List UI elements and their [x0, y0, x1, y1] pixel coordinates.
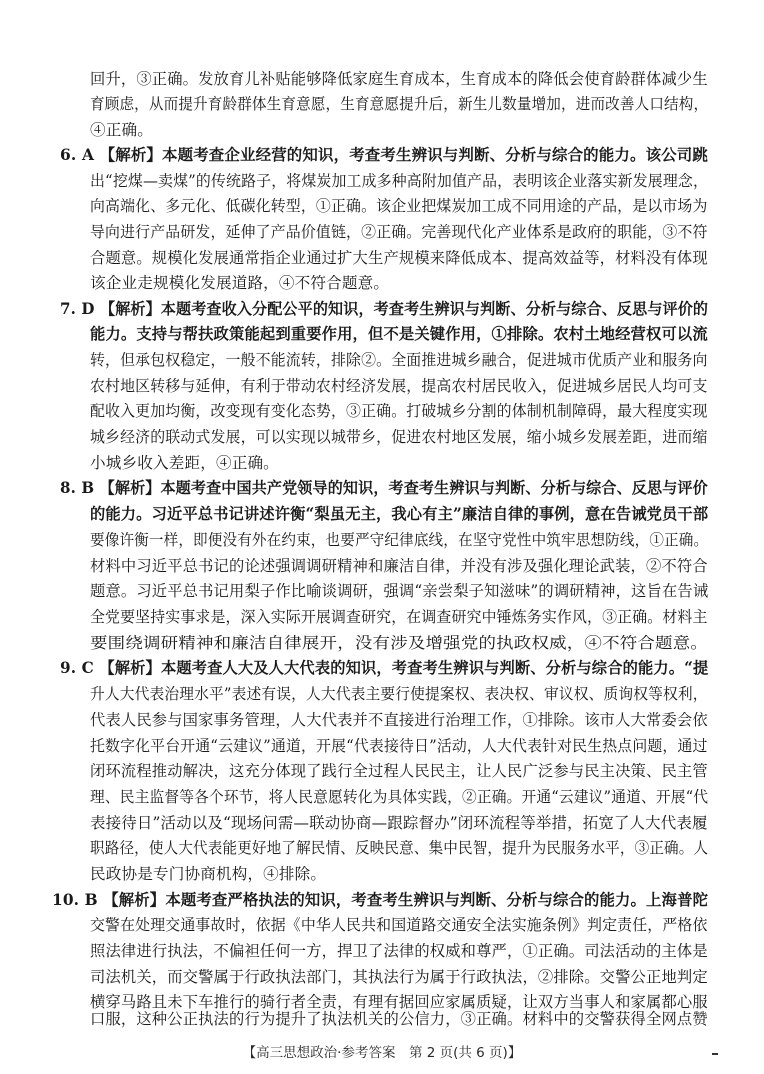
text-line: 闭环流程推动解决，这充分体现了践行全过程人民民主，让人民广泛参与民主决策、民主管: [90, 762, 708, 780]
text-line: 要像许衡一样，即便没有外在约束，也要严守纪律底线，在坚守党性中筑牢思想防线，①正确。: [90, 531, 709, 549]
text-line: 城乡经济的联动式发展，可以实现以城带乡，促进农村地区发展，缩小城乡发展差距，进而缩: [90, 428, 708, 446]
text-line: 题意。习近平总书记用梨子作比喻谈调研，强调“亲尝梨子知滋味”的调研精神，这旨在告诫: [90, 582, 709, 600]
text-line: 7. D 【解析】本题考查收入分配公平的知识，考查考生辨识与判断、分析与综合、反思与评价的: [60, 299, 709, 318]
text-line: 该企业走规模化发展道路，④不符合题意。: [90, 274, 390, 292]
text-line: 8. B 【解析】本题考查中国共产党领导的知识，考查考生辨识与判断、分析与综合、反思与评价: [60, 478, 708, 497]
footer-mark: [712, 1053, 718, 1055]
text-line: 表接待日”活动以及“现场问需—联动协商—跟踪督办”闭环流程等举措，拓宽了人大代表履: [90, 814, 708, 832]
text-line: 托数字化平台开通“云建议”通道，开展“代表接待日”活动，人大代表针对民生热点问题，通过: [90, 737, 708, 755]
text-line: 出“挖煤—卖煤”的传统路子，将煤炭加工成多种高附加值产品，表明该企业落实新发展理念，: [90, 172, 709, 190]
text-line: 横穿马路且未下车推行的骑行者全责，有理有据回应家属质疑，让双方当事人和家属都心服: [90, 993, 708, 1011]
text-line: 育顾虑，从而提升育龄群体生育意愿，生育意愿提升后，新生儿数量增加，进而改善人口结构，: [90, 95, 709, 113]
text-line: 配收入更加均衡，改变现有变化态势，③正确。打破城乡分割的体制机制障碍，最大程度实现: [90, 402, 708, 420]
text-line: 导向进行产品研发，延伸了产品价值链，②正确。完善现代化产业体系是政府的职能，③不符: [90, 223, 708, 241]
text-line: 9. C 【解析】本题考查人大及人大代表的知识，考查考生辨识与判断、分析与综合的能力。“提: [60, 658, 709, 677]
text-line: 能力。支持与帮扶政策能起到重要作用，但不是关键作用，①排除。农村土地经营权可以流: [90, 324, 708, 343]
text-line: 向高端化、多元化、低碳化转型，①正确。该企业把煤炭加工成不同用途的产品，是以市场为: [90, 197, 708, 215]
text-line: 司法机关，而交警属于行政执法部门，其执法行为属于行政执法，②排除。交警公正地判定: [90, 968, 708, 986]
text-line: 交警在处理交通事故时，依据《中华人民共和国道路交通安全法实施条例》判定责任，严格依: [90, 916, 708, 934]
text-line: 小城乡收入差距，④正确。: [90, 454, 279, 472]
text-line: 农村地区转移与延伸，有利于带动农村经济发展，提高农村居民收入，促进城乡居民人均可支: [90, 377, 708, 395]
text-line: 理、民主监督等各个环节，将人民意愿转化为具体实践，②正确。开通“云建议”通道、开展“代: [90, 788, 709, 806]
text-line: 照法律进行执法，不偏袒任何一方，捍卫了法律的权威和尊严，①正确。司法活动的主体是: [90, 942, 708, 960]
text-line: 口服，这种公正执法的行为提升了执法机关的公信力，③正确。材料中的交警获得全网点赞: [90, 1010, 708, 1028]
text-line: 合题意。规模化发展通常指企业通过扩大生产规模来降低成本、提高效益等，材料没有体现: [90, 249, 708, 267]
text-line: 代表人民参与国家事务管理，人大代表并不直接进行治理工作，①排除。该市人大常委会依: [90, 711, 708, 729]
text-line: 升人大代表治理水平”表述有误，人大代表主要行使提案权、表决权、审议权、质询权等权利，: [90, 685, 708, 703]
text-line: 职路径，使人大代表能更好地了解民情、反映民意、集中民智，提升为民服务水平，③正确。人: [90, 839, 709, 857]
text-line: 10. B 【解析】本题考查严格执法的知识，考查考生辨识与判断、分析与综合的能力。上海普陀: [52, 890, 709, 909]
text-line: 材料中习近平总书记的论述强调调研精神和廉洁自律，并没有涉及强化理论武装，②不符合: [90, 557, 708, 575]
text-line: 的能力。习近平总书记讲述许衡“梨虽无主，我心有主”廉洁自律的事例，意在告诫党员干部: [90, 504, 709, 523]
text-line: ④正确。: [90, 121, 153, 139]
text-line: 回升，③正确。发放育儿补贴能够降低家庭生育成本，生育成本的降低会使育龄群体减少生: [90, 70, 708, 88]
page-footer: 【高三思想政治·参考答案 第 2 页(共 6 页)】: [242, 1045, 522, 1061]
text-line: 民政协是专门协商机构，④排除。: [90, 865, 327, 883]
text-line: 6. A 【解析】本题考查企业经营的知识，考查考生辨识与判断、分析与综合的能力。该公司跳: [60, 145, 708, 164]
text-line: 要围绕调研精神和廉洁自律展开，没有涉及增强党的执政权威，④不符合题意。: [90, 634, 709, 652]
text-line: 全党要坚持实事求是，深入实际开展调查研究，在调查研究中锤炼务实作风，③正确。材料主: [90, 608, 708, 626]
text-line: 转，但承包权稳定，一般不能流转，排除②。全面推进城乡融合，促进城市优质产业和服务向: [90, 351, 708, 369]
